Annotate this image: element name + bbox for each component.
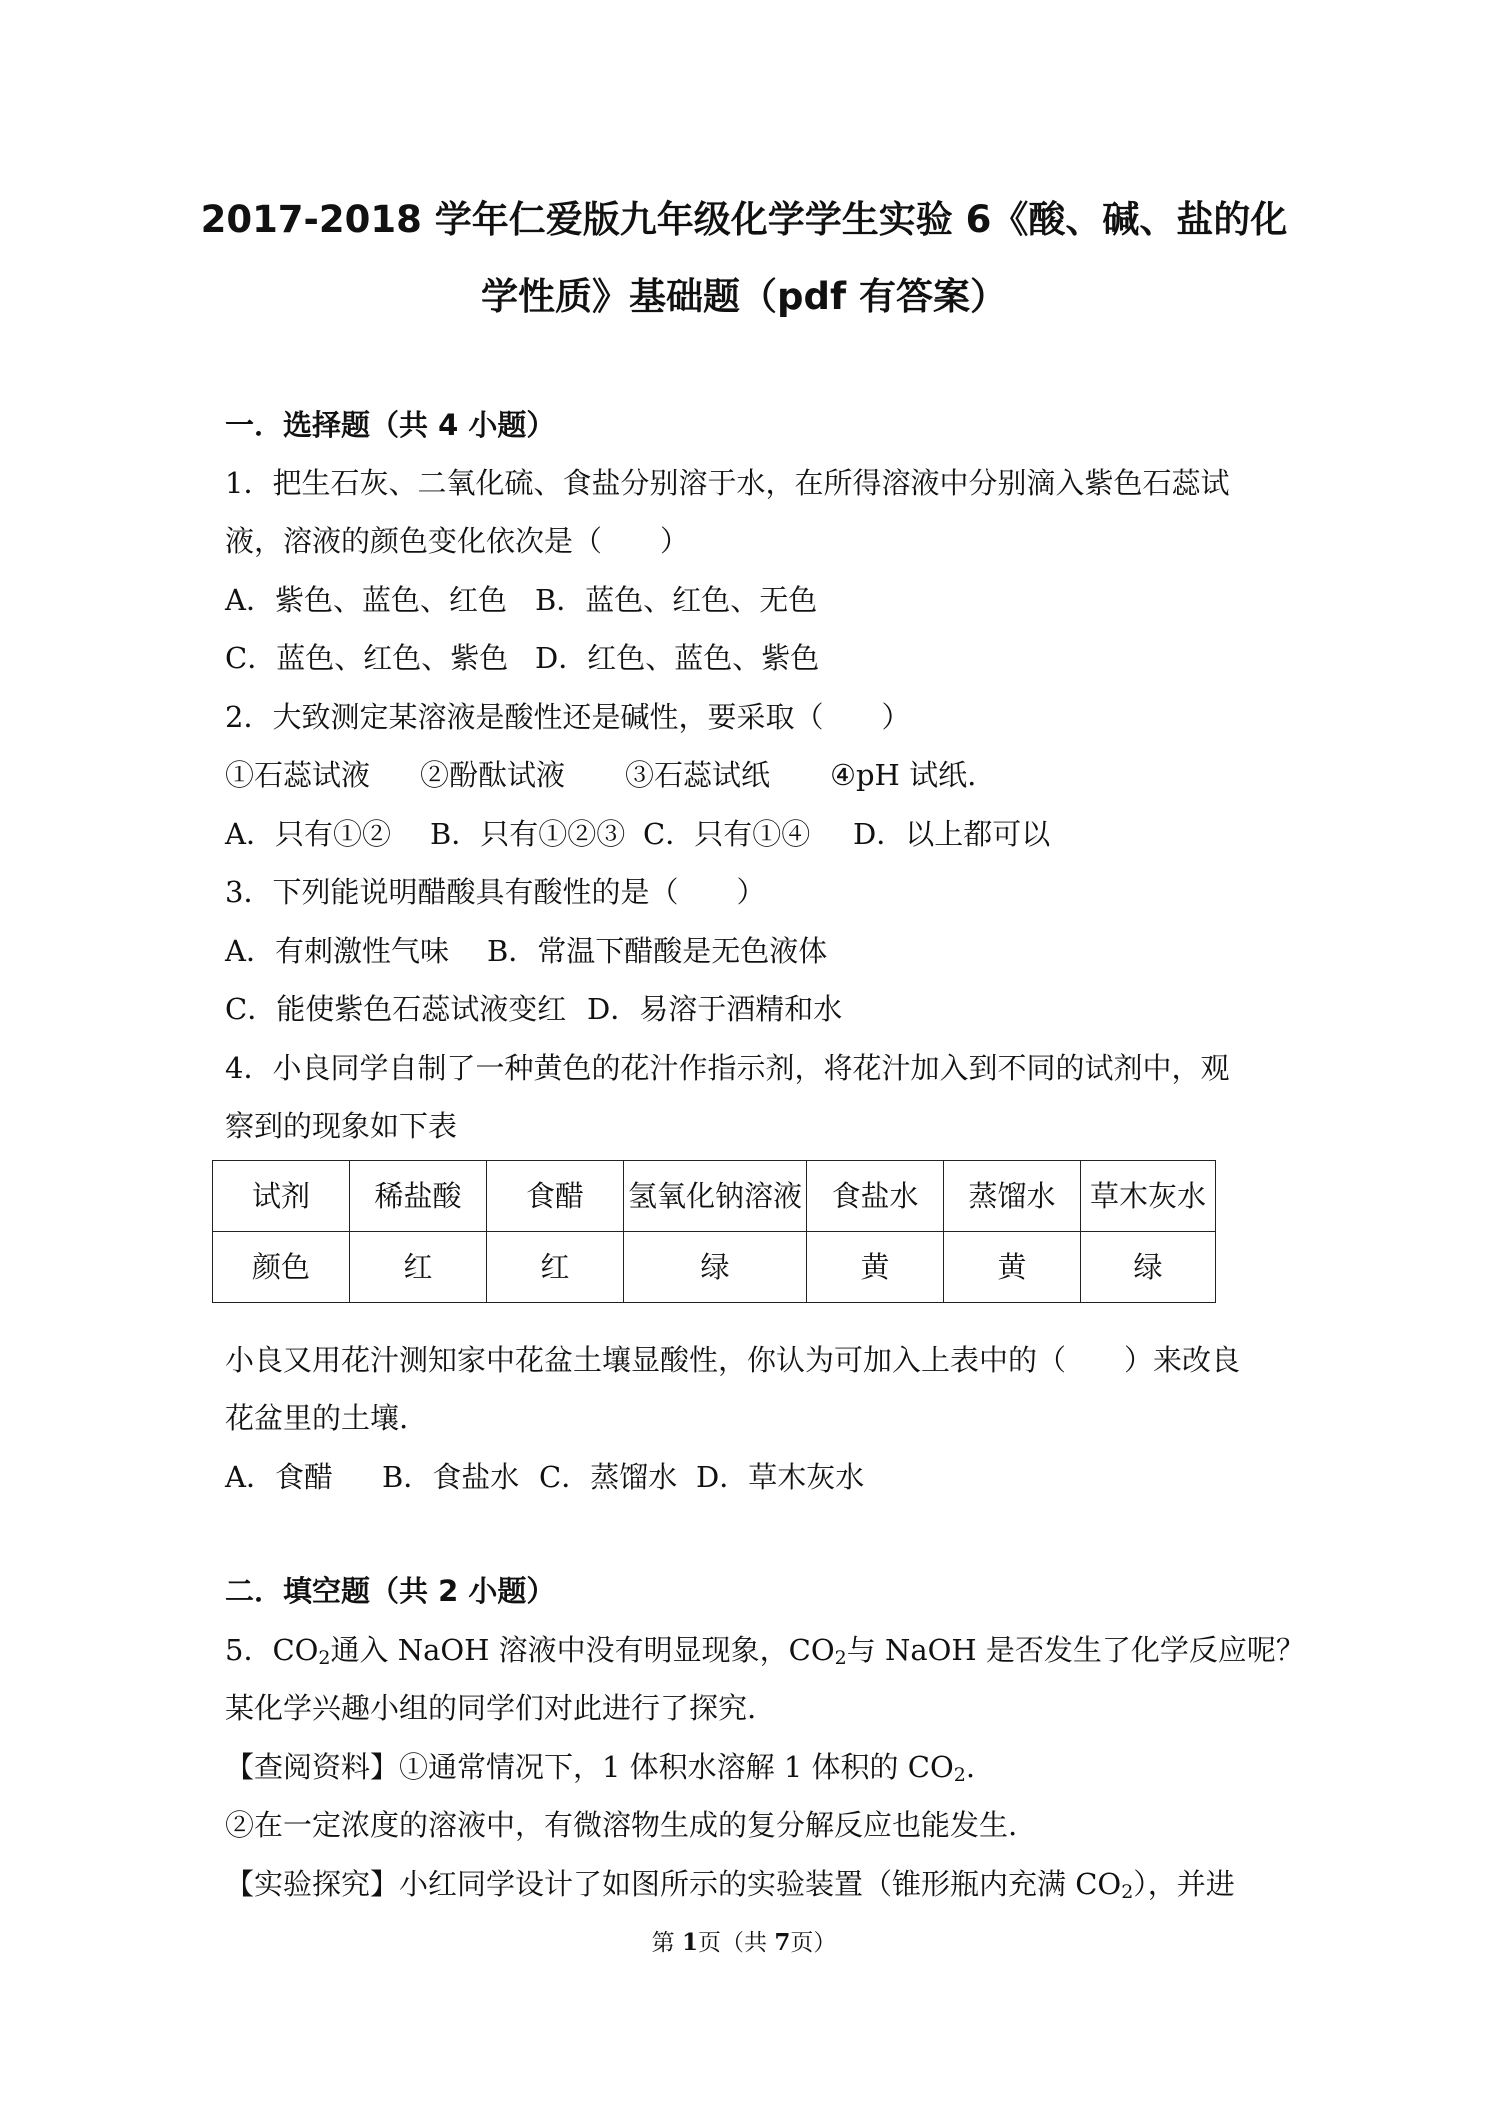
option-d: D．草木灰水 (696, 1460, 865, 1494)
footer-text: 第 (651, 1930, 682, 1956)
question-4-after-line-1: 小良又用花汁测知家中花盆土壤显酸性，你认为可加入上表中的（ ）来改良 (225, 1343, 1241, 1377)
q5-text: 【实验探究】小红同学设计了如图所示的实验装置（锥形瓶内充满 CO (225, 1867, 1122, 1901)
option-c: C．只有①④ (643, 817, 811, 851)
option-b: B．常温下醋酸是无色液体 (487, 934, 828, 968)
table-cell: 蒸馏水 (944, 1161, 1081, 1232)
item-2: ②酚酞试液 (420, 758, 566, 792)
table-cell: 绿 (624, 1232, 807, 1303)
table-cell: 食醋 (487, 1161, 624, 1232)
item-4: ④pH 试纸. (830, 758, 977, 792)
option-c: C．蒸馏水 (539, 1460, 678, 1494)
subscript: 2 (834, 1647, 847, 1669)
question-2-stem: 2．大致测定某溶液是酸性还是碱性，要采取（ ） (225, 700, 911, 734)
table-cell: 草木灰水 (1081, 1161, 1216, 1232)
question-1-stem-line-2: 液，溶液的颜色变化依次是（ ） (225, 524, 690, 558)
option-b: B．食盐水 (382, 1460, 520, 1494)
table-cell: 绿 (1081, 1232, 1216, 1303)
question-3-options-row-1 (225, 931, 1265, 971)
q5-text: 通入 NaOH 溶液中没有明显现象，CO (330, 1633, 835, 1667)
question-5-line-2: 某化学兴趣小组的同学们对此进行了探究. (225, 1691, 757, 1725)
option-a: A．有刺激性气味 (225, 934, 449, 968)
document-title-line-2: 学性质》基础题（pdf 有答案） (481, 275, 1007, 318)
table-cell: 黄 (944, 1232, 1081, 1303)
table-cell: 稀盐酸 (350, 1161, 487, 1232)
item-3: ③石蕊试纸 (625, 758, 771, 792)
subscript: 2 (953, 1764, 966, 1786)
question-2-options (225, 814, 1265, 854)
table-cell: 试剂 (213, 1161, 350, 1232)
table-cell: 红 (487, 1232, 624, 1303)
q5-text: 与 NaOH 是否发生了化学反应呢？ (846, 1633, 1305, 1667)
option-a: A．紫色、蓝色、红色 (225, 583, 507, 617)
item-1: ①石蕊试液 (225, 758, 371, 792)
table-cell: 红 (350, 1232, 487, 1303)
footer-text: 页） (790, 1930, 837, 1956)
section-heading-choice: 一．选择题（共 4 小题） (225, 408, 556, 442)
q5-text: 【查阅资料】①通常情况下，1 体积水溶解 1 体积的 CO (225, 1750, 954, 1784)
document-title-line-1: 2017-2018 学年仁爱版九年级化学学生实验 6《酸、碱、盐的化 (200, 198, 1288, 241)
option-d: D．红色、蓝色、紫色 (535, 641, 820, 675)
table-cell: 颜色 (213, 1232, 350, 1303)
question-4-options (225, 1457, 1265, 1497)
q5-text: . (965, 1750, 976, 1784)
q5-text: ），并进 (1133, 1867, 1235, 1901)
question-4-stem-line-2: 察到的现象如下表 (225, 1109, 458, 1143)
q5-text: 5．CO (225, 1633, 319, 1667)
table-cell: 食盐水 (807, 1161, 944, 1232)
indicator-results-table (212, 1160, 1216, 1303)
question-2-items (225, 755, 1265, 795)
page-footer (0, 1928, 1488, 1958)
option-d: D．易溶于酒精和水 (587, 992, 843, 1026)
option-c: C．蓝色、红色、紫色 (225, 641, 509, 675)
question-4-after-line-2: 花盆里的土壤. (225, 1401, 409, 1435)
page-total: 7 (774, 1929, 791, 1956)
option-b: B．只有①②③ (430, 817, 626, 851)
question-5-line-5 (225, 1864, 1265, 1912)
option-a: A．只有①② (225, 817, 391, 851)
option-d: D．以上都可以 (853, 817, 1051, 851)
page-number: 1 (681, 1929, 698, 1956)
option-a: A．食醋 (225, 1460, 333, 1494)
question-5-line-4: ②在一定浓度的溶液中，有微溶物生成的复分解反应也能发生. (225, 1808, 1018, 1842)
footer-text: 页（共 (698, 1930, 775, 1956)
table-cell: 黄 (807, 1232, 944, 1303)
table-cell: 氢氧化钠溶液 (624, 1161, 807, 1232)
question-1-stem-line-1: 1．把生石灰、二氧化硫、食盐分别溶于水，在所得溶液中分别滴入紫色石蕊试 (225, 466, 1230, 500)
question-5-line-1 (225, 1630, 1305, 1678)
table-row (213, 1232, 1216, 1303)
table-header-row (213, 1161, 1216, 1232)
question-3-stem: 3．下列能说明醋酸具有酸性的是（ ） (225, 875, 766, 909)
option-c: C．能使紫色石蕊试液变红 (225, 992, 567, 1026)
question-3-options-row-2 (225, 989, 1265, 1029)
question-1-options-row-1 (225, 580, 1265, 620)
question-1-options-row-2 (225, 638, 1265, 678)
subscript: 2 (318, 1647, 331, 1669)
subscript: 2 (1121, 1881, 1134, 1903)
option-b: B．蓝色、红色、无色 (535, 583, 818, 617)
question-5-line-3 (225, 1747, 1265, 1795)
question-4-stem-line-1: 4．小良同学自制了一种黄色的花汁作指示剂，将花汁加入到不同的试剂中，观 (225, 1051, 1230, 1085)
section-heading-fill-blank: 二．填空题（共 2 小题） (225, 1574, 556, 1608)
